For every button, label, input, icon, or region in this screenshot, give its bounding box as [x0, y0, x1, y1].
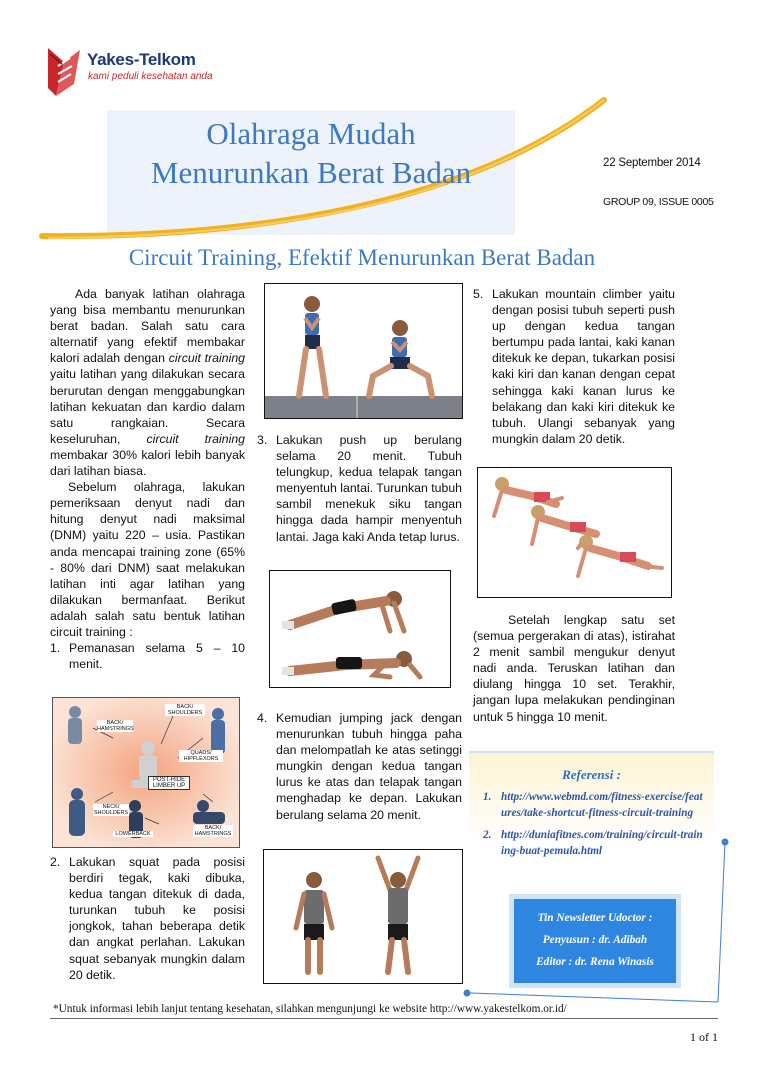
brand-tagline: kami peduli kesehatan anda	[88, 71, 213, 82]
step-5-number: 5.	[473, 287, 484, 301]
issue-number: GROUP 09, ISSUE 0005	[603, 196, 714, 208]
page-title-line1: Olahraga Mudah	[206, 116, 416, 151]
newsletter-editor: Editor : dr. Rena Winasis	[536, 956, 654, 968]
footer-rule	[50, 1018, 718, 1019]
step-2	[50, 854, 245, 983]
reference-2-url[interactable]: http://duniafitnes.com/training/circuit-training-buat-pemula.html	[501, 829, 703, 857]
pre-exercise-paragraph: Sebelum olahraga, lakukan pemeriksaan denyut nadi dan hitung denyut nadi maksimal (DNM) yaitu 220 – usia. Pastikan anda mencapai training zone (65% - 80% dari DNM) saat melakukan latihan inti agar latihan yang dilakukan bermanfaat. Berikut adalah salah satu bentuk latihan circuit training :	[50, 480, 245, 639]
step-5-text: Lakukan mountain climber yaitu dengan posisi tubuh seperti push up dengan kedua tangan bertumpu pada lantai, kaki kanan ditekuk ke depan, tukarkan posisi kaki kiri dan kanan dengan cepat sehingga kaki kanan lurus ke belakang dan kaki kiri ditekuk ke tubuh. Ulangi sebanyak yang mungkin dalam 20 detik.	[492, 287, 675, 446]
reference-1-number: 1.	[483, 791, 492, 803]
step-1-number: 1.	[50, 641, 61, 656]
step-3-number: 3.	[257, 433, 268, 447]
page-title	[107, 114, 515, 192]
intro-text-run: Ada banyak latihan olahraga yang bisa membantu menurunkan berat badan. Salah satu cara alternatif yang efektif membakar kalori adalah dengan	[50, 287, 245, 366]
stretch-label-2: BACK/ HAMSTRINGS	[97, 720, 134, 732]
reference-item-1[interactable]	[483, 789, 704, 821]
stretch-label-3: QUADS/ HIPFLEXORS	[179, 750, 223, 762]
squat-image	[264, 283, 463, 419]
stretch-label-6: LOWERBACK	[113, 831, 153, 837]
step-3	[257, 432, 462, 545]
warmup-stretch-image	[52, 697, 240, 848]
step-1	[50, 640, 245, 672]
stretch-label-4: POST-RIDE LIMBER UP	[148, 776, 190, 790]
mountain-climber-image	[477, 467, 672, 598]
newsletter-title: Tin Newsletter Udoctor :	[537, 912, 653, 924]
stretch-label-1: BACK/ SHOULDERS	[165, 704, 205, 716]
reference-item-2[interactable]	[483, 827, 704, 859]
closing-paragraph: Setelah lengkap satu set (semua pergerakan di atas), istirahat 2 menit sambil mengukur denyut nadi anda. Teruskan latihan dan diulang hingga 10 set. Terakhir, jangan lupa melakukan pendinginan untuk 5 hingga 10 menit.	[473, 613, 675, 724]
step-4	[257, 710, 462, 823]
push-up-image	[269, 570, 451, 688]
stretch-label-7: BACK/ HAMSTRINGS	[194, 825, 232, 837]
step-4-text: Kemudian jumping jack dengan menurunkan tubuh hingga paha dan melompatlah ke atas setinggi mungkin dengan kedua tangan lurus ke atas dan telapak tangan menghadap ke depan. Lakukan berulang selama 20 menit.	[276, 711, 462, 822]
article-headline: Circuit Training, Efektif Menurunkan Berat Badan	[128, 245, 596, 270]
newsletter-author: Penyusun : dr. Adibah	[542, 934, 648, 946]
step-3-text: Lakukan push up berulang selama 20 menit. Tubuh telungkup, kedua telapak tangan menyentuh lantai. Turunkan tubuh sambil menekuk siku tangan hingga dada hampir menyentuh lantai. Jaga kaki Anda tetap lurus.	[276, 433, 462, 544]
step-1-text: Pemanasan selama 5 – 10 menit.	[69, 641, 245, 672]
page-number: 1 of 1	[690, 1030, 718, 1044]
step-5	[473, 286, 675, 447]
stretch-label-5: NECK/ SHOULDERS	[93, 804, 129, 816]
reference-2-number: 2.	[483, 829, 492, 841]
column-1-text	[50, 286, 245, 672]
step-2-number: 2.	[50, 855, 61, 869]
italic-term: circuit training	[146, 431, 245, 446]
intro-paragraph	[50, 286, 245, 479]
newsletter-credits-box	[509, 894, 681, 988]
page-title-line2: Menurunkan Berat Badan	[150, 155, 472, 190]
jumping-jack-image	[263, 849, 463, 984]
italic-term: circuit training	[168, 351, 245, 366]
step-4-number: 4.	[257, 711, 268, 725]
issue-date: 22 September 2014	[603, 157, 701, 169]
footer-note: *Untuk informasi lebih lanjut tentang kesehatan, silahkan mengunjungi ke website http://www.yakestelkom.or.id/	[53, 1003, 567, 1015]
intro-text-run: membakar 30% kalori lebih banyak dari latihan biasa.	[50, 447, 245, 479]
intro-text-run: yaitu latihan yang dilakukan secara berurutan dengan menggabungkan latihan kekuatan dan kardio dalam satu rangkaian. Secara keseluruhan,	[50, 367, 245, 446]
reference-1-url[interactable]: http://www.webmd.com/fitness-exercise/features/take-shortcut-fitness-circuit-training	[501, 791, 703, 819]
references-title: Referensi :	[562, 767, 621, 782]
step-2-text: Lakukan squat pada posisi berdiri tegak, kaki dibuka, kedua tangan ditekuk di dada, turunkan tubuh ke posisi jongkok, tahan beberapa detik dan angkat perlahan. Lakukan squat sebanyak mungkin dalam 20 detik.	[69, 855, 245, 982]
references-box	[469, 751, 714, 884]
brand-name: Yakes-Telkom	[87, 50, 196, 69]
